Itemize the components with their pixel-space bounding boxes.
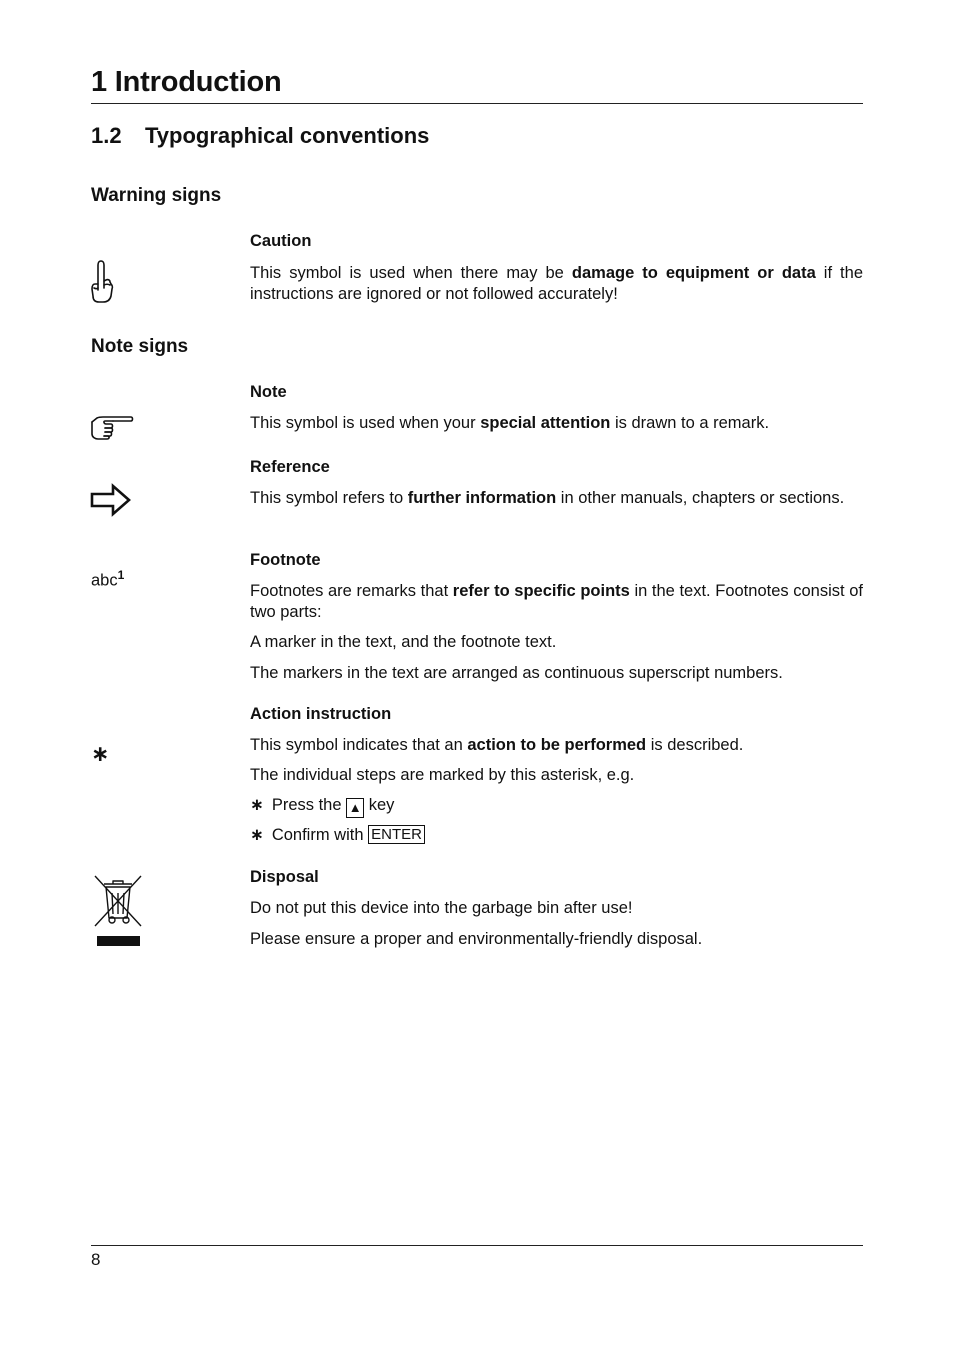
page-number: 8 [91, 1250, 101, 1269]
note-text-part: is drawn to a remark. [610, 414, 770, 432]
chapter-divider [91, 103, 863, 104]
step-text: key [368, 796, 395, 814]
action-paragraph-2: The individual steps are marked by this asterisk, e.g. [250, 766, 635, 784]
action-paragraph-1 [250, 735, 863, 756]
caution-text-part: This symbol is used when there may be [250, 264, 572, 282]
crossed-out-wheelie-bin-icon [93, 872, 145, 955]
caution-title: Caution [250, 232, 312, 250]
action-text-bold: action to be performed [467, 736, 647, 754]
reference-text-part: in other manuals, chapters or sections. [556, 489, 845, 507]
action-instruction-title: Action instruction [250, 705, 392, 723]
reference-text-part: This symbol refers to [250, 489, 408, 507]
up-arrow-key [346, 798, 364, 818]
step-text: Confirm with [271, 826, 364, 844]
footnote-text-part: Footnotes are remarks that [250, 582, 453, 600]
footnote-marker-example [91, 568, 124, 591]
chapter-title: 1 Introduction [91, 66, 282, 98]
footer-divider [91, 1245, 863, 1246]
footnote-paragraph-2: A marker in the text, and the footnote text. [250, 633, 557, 651]
reference-text [250, 488, 863, 509]
outline-arrow-right-icon [89, 482, 133, 523]
action-text-part: is described. [646, 736, 744, 754]
step-text: Press the [271, 796, 342, 814]
footnote-paragraph-1 [250, 581, 863, 623]
note-signs-heading: Note signs [91, 336, 189, 357]
note-text [250, 413, 863, 434]
disposal-title: Disposal [250, 868, 319, 886]
note-text-part: This symbol is used when your [250, 414, 481, 432]
action-text-part: This symbol indicates that an [250, 736, 468, 754]
caution-text-part: if the instructions are ignored or not followed accurately! [250, 264, 863, 303]
disposal-paragraph-1: Do not put this device into the garbage bin after use! [250, 899, 633, 917]
footnote-text-bold: refer to specific points [452, 582, 630, 600]
step-asterisk: ∗ [250, 796, 264, 814]
pointing-finger-up-icon [89, 258, 115, 309]
action-step-2 [250, 825, 863, 846]
note-title: Note [250, 383, 287, 401]
note-text-bold: special attention [480, 414, 611, 432]
asterisk-icon: ∗ [91, 741, 110, 766]
footnote-marker-text: abc [91, 571, 118, 590]
section-title-text: Typographical conventions [145, 123, 430, 148]
step-asterisk: ∗ [250, 826, 264, 844]
caution-text [250, 263, 863, 305]
action-step-1 [250, 795, 863, 818]
warning-signs-heading: Warning signs [91, 185, 222, 206]
up-arrow-key-glyph: ▲ [348, 800, 362, 815]
reference-title: Reference [250, 458, 330, 476]
disposal-paragraph-2: Please ensure a proper and environmentally-friendly disposal. [250, 930, 703, 948]
caution-text-bold: damage to equipment or data [571, 264, 816, 282]
footnote-title: Footnote [250, 551, 321, 569]
footnote-text-part: in the text. Footnotes consist of two parts: [250, 582, 863, 621]
section-number: 1.2 [91, 123, 122, 148]
reference-text-bold: further information [407, 489, 557, 507]
footnote-marker-sup: 1 [117, 568, 125, 582]
enter-key: ENTER [368, 825, 425, 844]
pointing-hand-right-icon [89, 412, 135, 447]
section-title [91, 123, 429, 149]
footnote-paragraph-3: The markers in the text are arranged as continuous superscript numbers. [250, 664, 783, 682]
